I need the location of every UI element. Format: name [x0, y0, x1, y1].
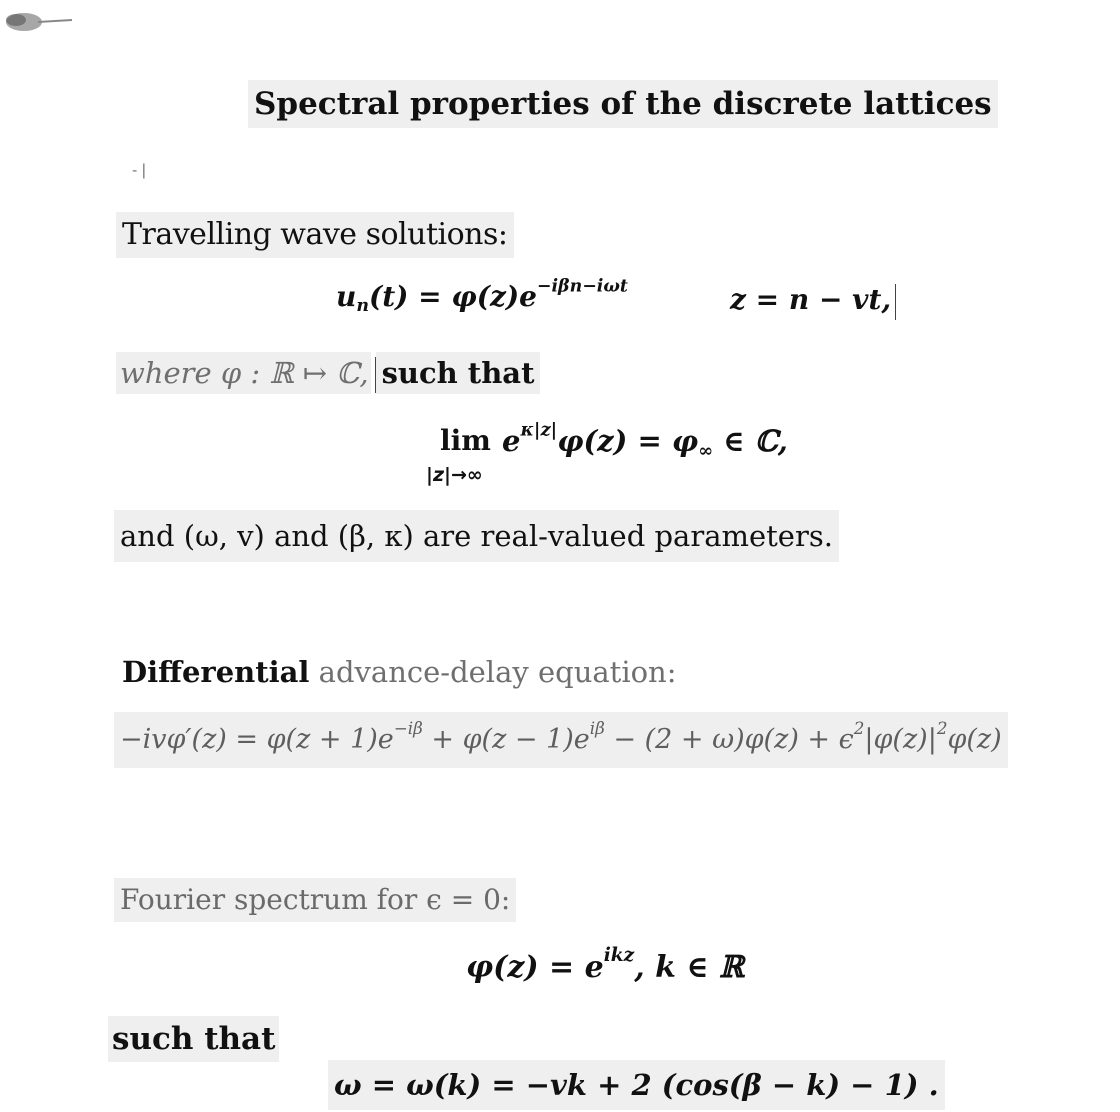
stray-scan-mark: - | — [132, 162, 146, 179]
limit-expression: $e^{\kappa|z|}\varphi(z) = \varphi_\infty$ ∈ ℂ, — [502, 419, 788, 462]
where-statement — [116, 356, 540, 393]
moving-coordinate-equation: z = n − vt, — [730, 283, 896, 320]
scan-smudge-mark — [2, 8, 74, 34]
differential-label: Differential — [122, 655, 310, 689]
page-title: Spectral properties of the discrete lattices — [248, 80, 998, 128]
advance-delay-equation: $-iv\varphi'(z) = \varphi(z + 1)e^{-i\beta} + \varphi(z - 1)e^{i\beta} - (2 + \omega)\varphi(z) + \epsilon^2|\varphi(z)|^2\varphi(z)$ — [114, 712, 1008, 768]
such-that-label-2: such that — [108, 1016, 279, 1062]
parameters-statement: and (ω, v) and (β, κ) are real-valued parameters. — [114, 510, 839, 562]
differential-equation-heading — [116, 650, 683, 694]
travelling-wave-ansatz-equation: $u_n(t) = \varphi(z)e^{-i\beta n-i\omega t}$ — [336, 276, 628, 317]
travelling-wave-heading: Travelling wave solutions: — [116, 212, 514, 258]
text-cursor-mark — [895, 284, 896, 320]
mapping-definition: where φ : ℝ ↦ ℂ, — [116, 352, 371, 394]
such-that-label: such that — [376, 352, 541, 394]
advance-delay-label: advance-delay equation: — [309, 655, 677, 689]
fourier-spectrum-heading: Fourier spectrum for ϵ = 0: — [114, 878, 516, 922]
fourier-mode-equation: $\varphi(z) = e^{ikz}$, k ∈ ℝ — [466, 945, 744, 985]
dispersion-relation-equation: ω = ω(k) = −vk + 2 (cos(β − k) − 1) . — [328, 1060, 945, 1110]
limit-subscript: |z|→∞ — [426, 464, 483, 486]
limit-operator: lim — [440, 424, 491, 457]
